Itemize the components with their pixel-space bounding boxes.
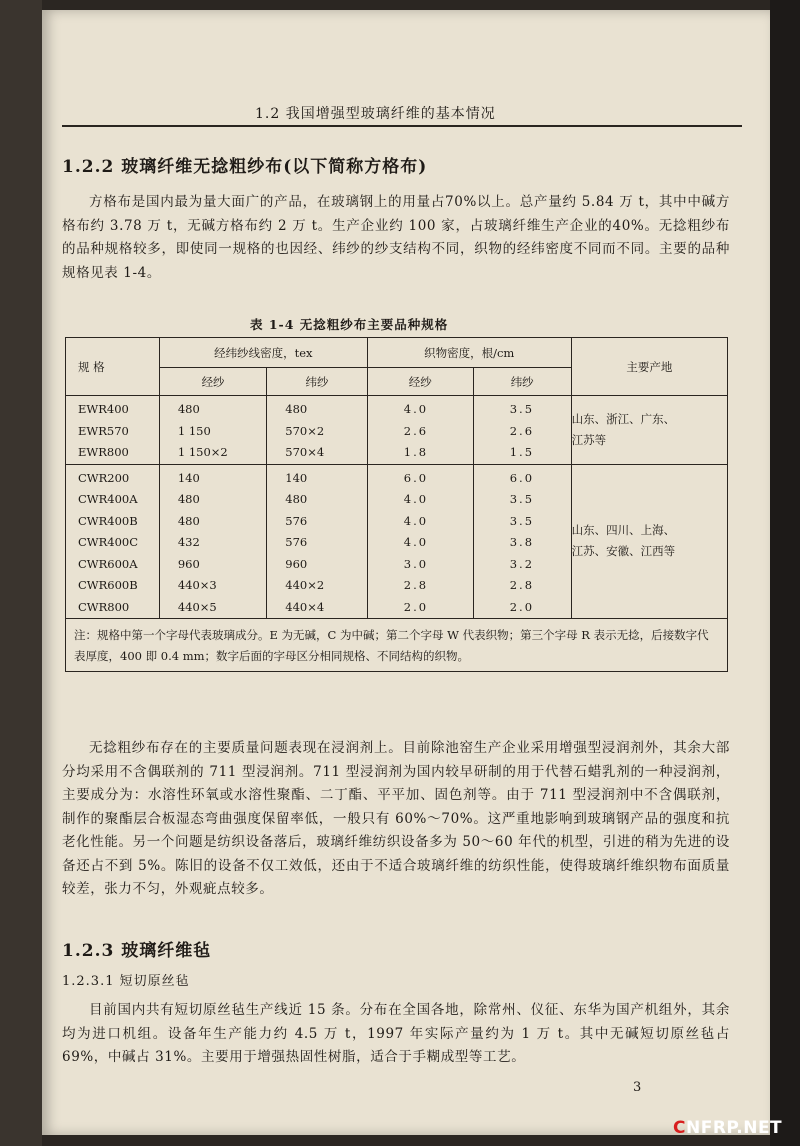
group-cwr-weft-density (473, 464, 571, 619)
value-cell: 1.8 (403, 445, 429, 459)
scan-left-edge (0, 0, 42, 1146)
site-watermark (673, 1118, 782, 1138)
value-cell: 3.8 (509, 535, 535, 549)
group-ewr-weft-tex (267, 396, 367, 465)
value-cell: 576 (285, 513, 308, 528)
group-cwr-warp-density (367, 464, 473, 619)
value-cell: 3.5 (509, 513, 535, 528)
value-cell: 480 (285, 402, 308, 416)
group-cwr-specs (66, 464, 160, 619)
value-cell: 480 (177, 513, 200, 528)
mat-paragraph: 目前国内共有短切原丝毡生产线近 15 条。分布在全国各地，除常州、仪征、东华为国产机组外，其余均为进口机组。设备年生产能力约 4.5 万 t，1997 年实际产量约为 1 万 t。其中无碱短切原丝毡占 69%，中碱占 31%。主要用于增强热固性树脂，适合于手糊成型等工艺。 (62, 1002, 730, 1065)
value-cell: 6.0 (403, 470, 429, 485)
watermark-prefix: C (673, 1118, 686, 1138)
page-number: 3 (633, 1080, 642, 1095)
running-header: 1.2 我国增强型玻璃纤维的基本情况 (255, 106, 496, 122)
group-ewr-specs (66, 396, 160, 465)
group-ewr-warp-density (367, 396, 473, 465)
value-cell: 480 (177, 492, 200, 506)
group-cwr-warp-tex (159, 464, 266, 619)
spec-cell: CWR400C (78, 535, 139, 549)
origin-line: 山东、浙江、广东、 (571, 411, 676, 426)
value-cell: 2.8 (403, 578, 429, 592)
spec-cell: CWR800 (78, 599, 130, 614)
value-cell: 440×3 (177, 578, 217, 592)
value-cell: 3.2 (509, 556, 535, 571)
value-cell: 570×2 (285, 423, 325, 438)
value-cell: 4.0 (403, 513, 429, 528)
header-rule (62, 125, 742, 127)
scan-right-edge (770, 0, 800, 1146)
value-cell: 440×4 (285, 599, 325, 614)
value-cell: 3.5 (509, 492, 535, 506)
value-cell: 2.8 (509, 578, 535, 592)
section-title-1-2-3: 1.2.3 玻璃纤维毡 (62, 941, 212, 961)
value-cell: 6.0 (509, 470, 535, 485)
value-cell: 2.6 (509, 423, 535, 438)
spec-cell: CWR600A (78, 556, 138, 571)
spec-cell: EWR800 (78, 445, 129, 459)
value-cell: 480 (285, 492, 308, 506)
table-note-row (66, 619, 728, 672)
spec-cell: CWR600B (78, 578, 138, 592)
value-cell: 576 (285, 535, 308, 549)
value-cell: 4.0 (403, 492, 429, 506)
value-cell: 2.0 (509, 599, 535, 614)
origin-line: 江苏、安徽、江西等 (571, 544, 676, 559)
value-cell: 960 (177, 556, 200, 571)
header-weft-tex: 纬纱 (267, 368, 367, 396)
group-ewr-origin (571, 396, 727, 465)
origin-line: 江苏等 (571, 432, 607, 447)
quality-paragraph: 无捻粗纱布存在的主要质量问题表现在浸润剂上。目前除池窑生产企业采用增强型浸润剂外，其余大部分均采用不含偶联剂的 711 型浸润剂。711 型浸润剂为国内较早研制的用于代替石蜡乳剂的一种浸润剂，主要成分为：水溶性环氧或水溶性聚酯、二丁酯、平平加、固色剂等。由于 711 型浸润剂中不含偶联剂，制作的聚酯层合板湿态弯曲强度保留率低，一般只有 60%～70%。这严重地影响到玻璃钢产品的强度和抗老化性能。另一个问题是纺织设备落后，玻璃纤维纺织设备多为 50～60 年代的机型，引进的稍为先进的设备还占不到 5%。陈旧的设备不仅工效低，还由于不适合玻璃纤维的纺织性能，使得玻璃纤维织物布面质量较差，张力不匀，外观疵点较多。 (62, 740, 730, 897)
group-ewr-weft-density (473, 396, 571, 465)
value-cell: 960 (285, 556, 308, 571)
header-fabric-density: 织物密度，根/cm (367, 338, 571, 368)
origin-line: 山东、四川、上海、 (571, 523, 676, 538)
table-row-group-cwr (66, 464, 728, 619)
value-cell: 570×4 (285, 445, 325, 459)
spec-table (65, 337, 728, 672)
header-warp-density: 经纱 (367, 368, 473, 396)
subsection-title-1-2-3-1: 1.2.3.1 短切原丝毡 (62, 974, 190, 989)
value-cell: 3.5 (509, 402, 535, 416)
value-cell: 2.6 (403, 423, 429, 438)
value-cell: 1.5 (509, 445, 535, 459)
value-cell: 1 150 (177, 423, 211, 438)
table-row-group-ewr (66, 396, 728, 465)
table-note: 注：规格中第一个字母代表玻璃成分。E 为无碱，C 为中碱；第二个字母 W 代表织物；第三个字母 R 表示无捻，后接数字代表厚度，400 即 0.4 mm；数字后面的字母区分相同规格、不同结构的织物。 (66, 619, 728, 672)
spec-cell: CWR400A (78, 492, 138, 506)
section-title-1-2-2: 1.2.2 玻璃纤维无捻粗纱布(以下简称方格布) (62, 157, 428, 177)
spec-cell: CWR200 (78, 470, 130, 485)
spec-cell: CWR400B (78, 513, 138, 528)
value-cell: 4.0 (403, 535, 429, 549)
value-cell: 3.0 (403, 556, 429, 571)
header-weft-density: 纬纱 (473, 368, 571, 396)
group-cwr-weft-tex (267, 464, 367, 619)
value-cell: 1 150×2 (177, 445, 228, 459)
header-linear-density: 经纬纱线密度，tex (159, 338, 367, 368)
spec-cell: EWR570 (78, 423, 129, 438)
value-cell: 140 (177, 470, 200, 485)
header-spec: 规 格 (66, 338, 160, 396)
value-cell: 480 (177, 402, 200, 416)
value-cell: 432 (177, 535, 200, 549)
group-cwr-origin (571, 464, 727, 619)
spec-cell: EWR400 (78, 402, 129, 416)
value-cell: 440×5 (177, 599, 217, 614)
intro-paragraph: 方格布是国内最为量大面广的产品，在玻璃钢上的用量占70%以上。总产量约 5.84 万 t，其中中碱方格布约 3.78 万 t，无碱方格布约 2 万 t。生产企业约 100 家，占玻璃纤维生产企业的40%。无捻粗纱布的品种规格较多，即使同一规格的也因经、纬纱的纱支结构不同，织物的经纬密度不同而不同。主要的品种规格见表 1-4。 (62, 194, 730, 281)
value-cell: 2.0 (403, 599, 429, 614)
value-cell: 140 (285, 470, 308, 485)
group-ewr-warp-tex (159, 396, 266, 465)
watermark-rest: NFRP.NET (685, 1118, 783, 1138)
table-caption: 表 1-4 无捻粗纱布主要品种规格 (250, 317, 449, 332)
header-origin: 主要产地 (571, 338, 727, 396)
header-warp-tex: 经纱 (159, 368, 266, 396)
value-cell: 440×2 (285, 578, 325, 592)
value-cell: 4.0 (403, 402, 429, 416)
